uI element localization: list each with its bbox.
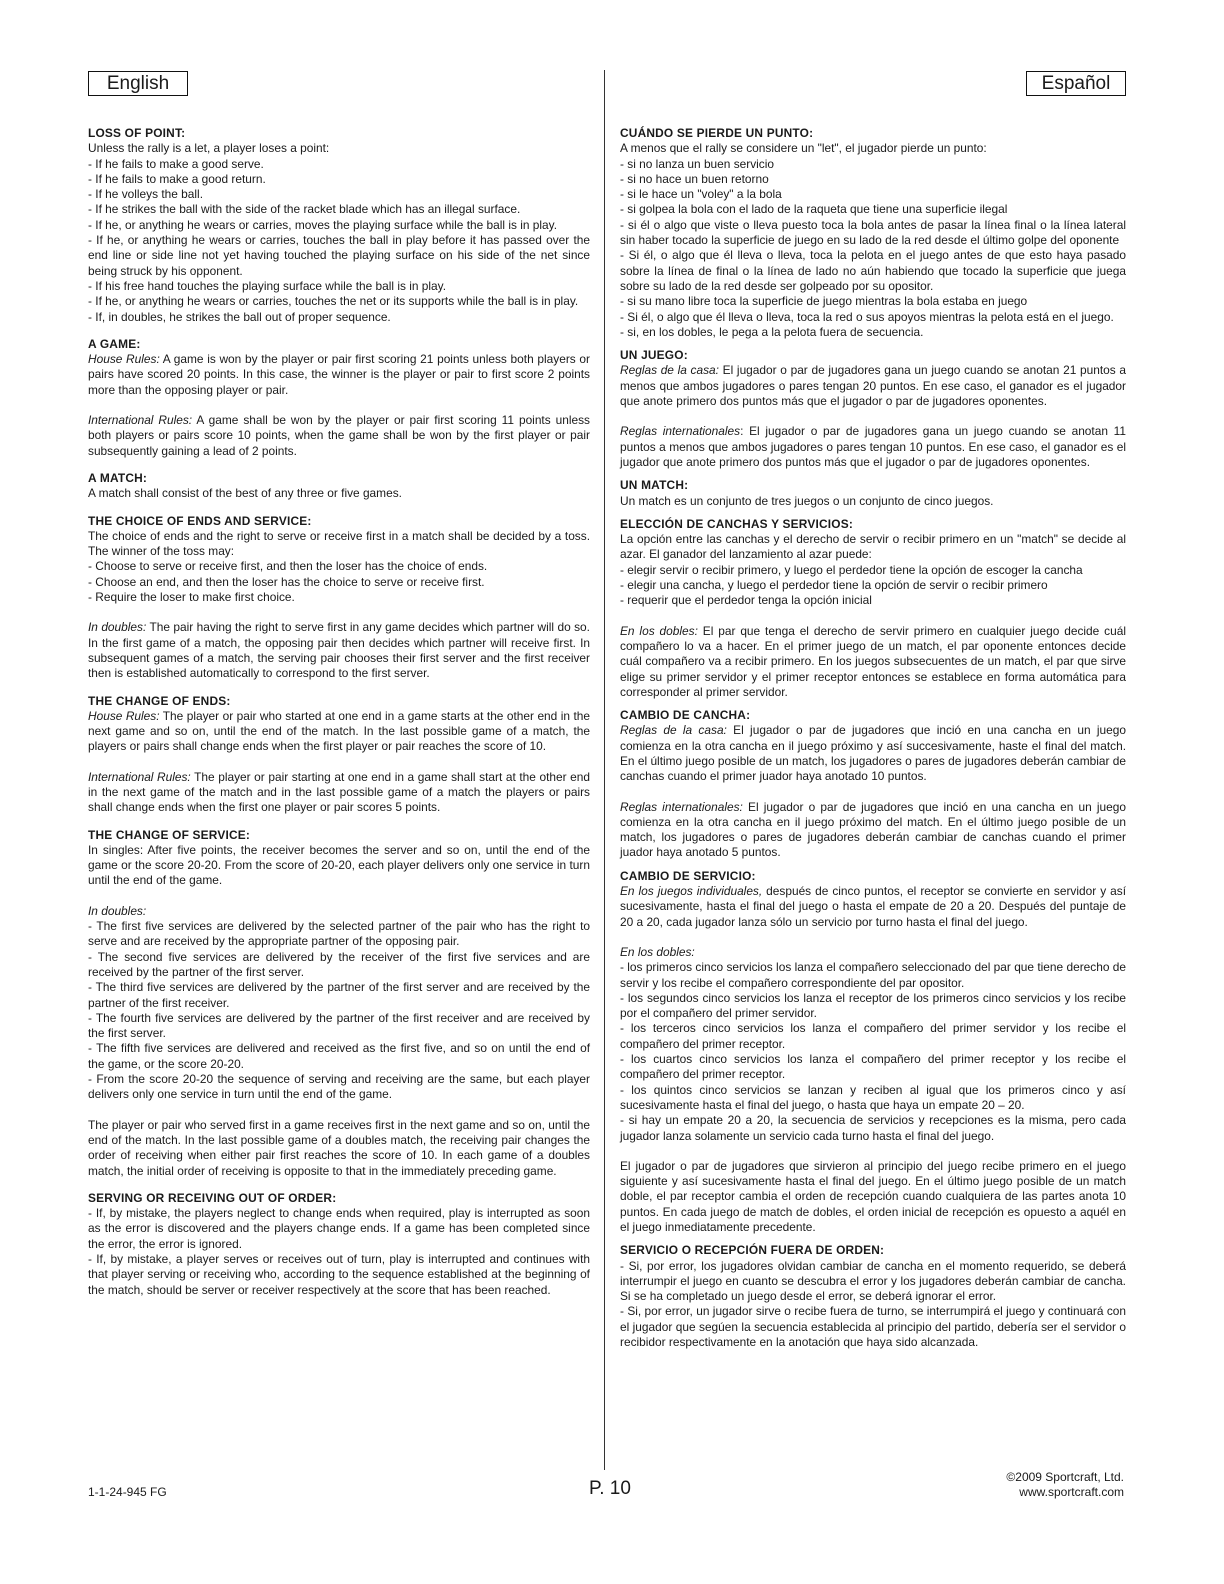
paragraph-text: The player or pair starting at one end in a game shall start at the other end in the next game of the match and in the last possible game of a match the players or pairs shall change ends when the first one player or pair scores 5 points. <box>88 769 591 815</box>
section <box>88 337 590 459</box>
section <box>88 828 590 1179</box>
paragraph-text: El par que tenga el derecho de servir primero en cualquier juego decide cuál compañero lo va a hacer. En el primer juego de un match, el par oponente entonces decide cuál compañero va a recibir primero. En los juegos subsecuentes de un match, el par que sirve elige su primer servidor y el primer receptor entonces se establece en forma automática para corresponder al primer servidor. <box>620 623 1126 699</box>
section <box>88 1191 590 1298</box>
section-heading: THE CHANGE OF ENDS: <box>88 693 231 708</box>
text-line: - The fifth five services are delivered and received as the first five, and so on until the end of the game, or the score 20-20. <box>88 1041 590 1071</box>
text-line: - From the score 20-20 the sequence of serving and receiving are the same, but each player delivers only one service in turn until the end of the game. <box>88 1072 590 1102</box>
paragraph-lead: House Rules: <box>88 708 160 723</box>
section <box>620 126 1126 340</box>
text-line: - The second five services are delivered by the receiver of the first five services and are received by the partner of the first server. <box>88 949 590 979</box>
section <box>88 514 590 682</box>
paragraph-lead: Reglas de la casa: <box>620 363 719 378</box>
section <box>620 517 1126 700</box>
text-line: - Choose an end, and then the loser has the choice to serve or receive first. <box>88 574 485 589</box>
text-line: - los quintos cinco servicios se lanzan y reciben al igual que los primeros cinco y así sucesivamente hasta el final del juego, o hasta que haya un empate 20 – 20. <box>620 1082 1126 1112</box>
text-line: La opción entre las canchas y el derecho de servir o recibir primero en un "match" se decide al azar. El ganador del lanzamiento al azar puede: <box>620 532 1126 562</box>
paragraph-text: El jugador o par de jugadores que inció en una cancha en un juego comienza en la otra cancha en il juego próximo y así succesivamente, haste el final del match. En el último juego posible de un match, los jugadores o pares de jugadores deberán cambiar de canchas cuando el primer juador haya anotado 10 puntos. <box>620 723 1126 784</box>
text-line: - los primeros cinco servicios los lanza el compañero seleccionado del par que tiene derecho de servir y los recibe el compañero correspondiente del par opositor. <box>620 960 1126 990</box>
text-line: - si su mano libre toca la superficie de juego mientras la bola estaba en juego <box>620 294 1028 309</box>
section-heading: SERVICIO O RECEPCIÓN FUERA DE ORDEN: <box>620 1243 885 1258</box>
spanish-label: Español <box>1026 71 1126 96</box>
paragraph-text: : El jugador o par de jugadores gana un juego cuando se anotan 11 puntos a menos que ambos jugadores o pares tengan 10 puntos. En ese caso, el ganador es el jugador que anote primero dos puntos más que el jugador o par de jugadores oponentes. <box>620 424 1126 469</box>
section-heading: THE CHANGE OF SERVICE: <box>88 827 251 842</box>
text-line: - If he fails to make a good return. <box>88 171 266 186</box>
text-line: - If he strikes the ball with the side of the racket blade which has an illegal surface. <box>88 202 521 217</box>
paragraph-lead: Reglas de la casa: <box>620 723 727 738</box>
paragraph <box>620 945 1126 960</box>
text-line: - si hay un empate 20 a 20, la secuencia de servicios y recepciones es la misma, pero cada jugador lanza solamente un servicio cada turno hasta el final del juego. <box>620 1113 1126 1143</box>
text-line: - Si él, o algo que él lleva o lleva, toca la pelota en el juego antes de que esto haya pasado sobre la línea de final o la línea de lado no aún habiendo que tocado la superficie que juega sobre su lado de la red desde ser golpeado por su opositor. <box>620 248 1126 293</box>
text-line: - si le hace un "voley" a la bola <box>620 187 782 202</box>
text-line: - If, by mistake, the players neglect to change ends when required, play is interrupted as soon as the error is discovered and the players change ends. If a game has been completed since the error, the error is ignored. <box>88 1206 590 1251</box>
section <box>620 869 1126 1236</box>
english-label: English <box>88 71 188 96</box>
paragraph <box>620 424 1126 470</box>
paragraph <box>88 770 590 816</box>
text-line: A menos que el rally se considere un "let", el jugador pierde un punto: <box>620 141 987 156</box>
paragraph <box>88 413 590 459</box>
text-line: - If he, or anything he wears or carries, moves the playing surface while the ball is in play. <box>88 217 558 232</box>
text-line: - Require the loser to make first choice. <box>88 590 295 605</box>
paragraph <box>620 800 1126 861</box>
paragraph-text: The player or pair who started at one end in a game starts at the other end in the next game and so on, until the end of the match. In the last possible game of a match, the players or pairs shall change ends when the first player or pair reaches the score of 10. <box>88 708 590 754</box>
website: www.sportcraft.com <box>1019 1485 1124 1499</box>
section <box>88 694 590 816</box>
text-line: - si no hace un buen retorno <box>620 171 769 186</box>
paragraph <box>620 884 1126 930</box>
text-line: - If, in doubles, he strikes the ball out of proper sequence. <box>88 309 391 324</box>
paragraph-text: después de cinco puntos, el receptor se convierte en servidor y así sucesivamente, hasta el final del juego o hasta el empate de 20 a 20. Después del puntaje de 20 a 20, cada jugador lanza sólo un servicio por turno hasta el final del juego. <box>620 884 1126 929</box>
text-line: - si no lanza un buen servicio <box>620 156 775 171</box>
paragraph <box>88 904 590 919</box>
text-line: El jugador o par de jugadores que sirvieron al principio del juego recibe primero en el juego siguiente y así sucesivamente hasta el final del juego. En el último juego posible de un match doble, el par receptor cambia el orden de recepción cuando cualquiera de las partes anota 10 puntos. En cada juego de match de dobles, el orden inicial de recepción es opuesto a aquél en el juego inmediatamente precedente. <box>620 1158 1126 1234</box>
text-line: - The fourth five services are delivered by the partner of the first receiver and are received by the first server. <box>88 1010 590 1041</box>
section <box>620 348 1126 470</box>
column-divider <box>604 70 605 1470</box>
paragraph-lead: Reglas internationales: <box>620 799 743 814</box>
text-line: - If his free hand touches the playing surface while the ball is in play. <box>88 278 447 293</box>
paragraph-lead: Reglas internationales <box>620 424 741 439</box>
section-heading: A MATCH: <box>88 470 148 485</box>
section-heading: CAMBIO DE CANCHA: <box>620 708 751 723</box>
section-heading: CUÁNDO SE PIERDE UN PUNTO: <box>620 126 814 140</box>
paragraph <box>88 709 590 755</box>
text-line: In singles: After five points, the receiver becomes the server and so on, until the end of the game or the score 20-20. From the score of 20-20, each player delivers only one service in turn until the end of the game. <box>88 842 590 888</box>
section-heading: SERVING OR RECEIVING OUT OF ORDER: <box>88 1190 337 1205</box>
section-heading: LOSS OF POINT: <box>88 126 186 140</box>
paragraph <box>620 723 1126 784</box>
paragraph-lead: En los dobles: <box>620 944 695 959</box>
text-line: - Si, por error, los jugadores olvidan cambiar de cancha en el momento requerido, se deberá interrumpir el juego en cuanto se descubra el error y los jugadores deberán cambiar de cancha. Si se ha completado un juego desde el error, se deberá ignorar el error. <box>620 1258 1126 1304</box>
paragraph-text: The pair having the right to serve first in any game decides which partner will do so. In the first game of a match, the opposing pair then decides which partner will receive first. In subsequent games of a match, the serving pair chooses their first server and the first receiver then is established automatically to correspond to the first server. <box>88 620 590 681</box>
paragraph-lead: In doubles: <box>88 903 147 918</box>
page-number: P. 10 <box>589 1478 631 1499</box>
paragraph-text: A game is won by the player or pair first scoring 21 points unless both players or pairs have scored 20 points. In this case, the winner is the player or pair to first score 2 points more than the opposing player or pair. <box>88 352 590 397</box>
text-line: - los segundos cinco servicios los lanza el receptor de los primeros cinco servicios y los recibe por el compañero del primer servidor. <box>620 990 1126 1021</box>
copyright: ©2009 Sportcraft, Ltd. <box>1006 1470 1124 1484</box>
text-line: - los cuartos cinco servicios los lanza el compañero del primer receptor y los recibe el compañero del primer receptor. <box>620 1052 1126 1082</box>
text-line: A match shall consist of the best of any three or five games. <box>88 486 402 501</box>
text-line: - si él o algo que viste o lleva puesto toca la bola antes de pasar la línea final o la línea lateral sin haber tocado la superficie de juego en su lado de la red desde el último golpe del oponente <box>620 217 1126 248</box>
paragraph-lead: International Rules: <box>88 769 191 784</box>
section-heading: CAMBIO DE SERVICIO: <box>620 868 756 883</box>
text-line: - si golpea la bola con el lado de la raqueta que tiene una superficie ilegal <box>620 202 1008 217</box>
text-line: - Si él, o algo que él lleva o lleva, toca la red o sus apoyos mientras la pelota está en el juego. <box>620 309 1114 324</box>
text-line: - If he, or anything he wears or carries, touches the net or its supports while the ball is in play. <box>88 294 579 309</box>
paragraph <box>88 620 590 681</box>
text-line: - If he fails to make a good serve. <box>88 156 264 171</box>
paragraph-lead: House Rules: <box>88 352 160 367</box>
text-line: - si, en los dobles, le pega a la pelota fuera de secuencia. <box>620 324 924 339</box>
paragraph <box>620 363 1126 409</box>
document-code: 1-1-24-945 FG <box>88 1485 167 1499</box>
footer-credits <box>1006 1470 1124 1500</box>
paragraph-lead: En los juegos individuales, <box>620 884 763 899</box>
text-line: - If he volleys the ball. <box>88 187 203 202</box>
text-line: - los terceros cinco servicios los lanza el compañero del primer servidor y los recibe el compañero del primer receptor. <box>620 1021 1126 1051</box>
section-heading: A GAME: <box>88 336 141 351</box>
text-line: Unless the rally is a let, a player loses a point: <box>88 141 330 156</box>
section-heading: UN MATCH: <box>620 478 689 493</box>
section <box>620 1243 1126 1350</box>
text-line: - The third five services are delivered by the partner of the first server and are received by the partner of the first receiver. <box>88 980 590 1010</box>
paragraph <box>88 352 590 398</box>
spanish-column <box>620 126 1126 1358</box>
section-heading: THE CHOICE OF ENDS AND SERVICE: <box>88 513 312 528</box>
paragraph-text: El jugador o par de jugadores gana un juego cuando se anotan 21 puntos a menos que ambos jugadores o pares tengan 20 puntos. En ese caso, el ganador es el jugador que anote primero dos puntos más que el jugador o par de jugadores oponentes. <box>620 363 1127 409</box>
text-line: - requerir que el perdedor tenga la opción inicial <box>620 593 872 608</box>
text-line: The player or pair who served first in a game receives first in the next game and so on, until the end of the match. In the last possible game of a doubles match, the receiving pair changes the order of receiving when either pair first reaches the score of 10. In each game of a doubles match, the initial order of receiving is opposite to that in the immediately preceding game. <box>88 1117 590 1178</box>
text-line: The choice of ends and the right to serve or receive first in a match shall be decided by a toss. The winner of the toss may: <box>88 528 590 559</box>
text-line: - elegir una cancha, y luego el perdedor tiene la opción de servir o recibir primero <box>620 578 1048 593</box>
paragraph <box>620 624 1126 700</box>
text-line: - Si, por error, un jugador sirve o recibe fuera de turno, se interrumpirá el juego y continuará con el jugador que segúen la secuencia establecida al principio del partido, debería ser el servidor o recibidor respectivamente en la anotación que haya sido alcanzada. <box>620 1304 1126 1350</box>
english-column <box>88 126 590 1310</box>
paragraph-lead: En los dobles: <box>620 623 698 638</box>
text-line: - The first five services are delivered by the selected partner of the pair who has the right to serve and are received by the appropriate partner of the opposing pair. <box>88 919 590 949</box>
section-heading: UN JUEGO: <box>620 348 688 363</box>
text-line: - If, by mistake, a player serves or receives out of turn, play is interrupted and continues with that player serving or receiving who, according to the sequence established at the beginning of the match, should be server or receiver respectively at the score that has been reached. <box>88 1252 590 1297</box>
paragraph-text: El jugador o par de jugadores que inció en una cancha en un juego comienza en la otra cancha en il juego próximo del match. En el último juego posible de un match, los jugadores o pares de jugadores deberán cambiar de canchas cuando el primer juador haya anotado 5 puntos. <box>620 799 1126 860</box>
text-line: - elegir servir o recibir primero, y luego el perdedor tiene la opción de escoger la cancha <box>620 562 1083 577</box>
section <box>620 478 1126 509</box>
paragraph-lead: In doubles: <box>88 620 147 635</box>
text-line: - Choose to serve or receive first, and then the loser has the choice of ends. <box>88 559 488 574</box>
section <box>88 471 590 502</box>
section <box>88 126 590 325</box>
section <box>620 708 1126 861</box>
text-line: - If he, or anything he wears or carries, touches the ball in play before it has passed over the end line or side line not yet having touched the playing surface on his side of the net since being struck by his opponent. <box>88 233 590 278</box>
paragraph-text: A game shall be won by the player or pair first scoring 11 points unless both players or pairs score 10 points, when the game shall be won by the first player or pair subsequently gaining a lead of 2 points. <box>88 413 591 458</box>
section-heading: ELECCIÓN DE CANCHAS Y SERVICIOS: <box>620 516 854 531</box>
text-line: Un match es un conjunto de tres juegos o un conjunto de cinco juegos. <box>620 493 994 508</box>
paragraph-lead: International Rules: <box>88 413 193 428</box>
